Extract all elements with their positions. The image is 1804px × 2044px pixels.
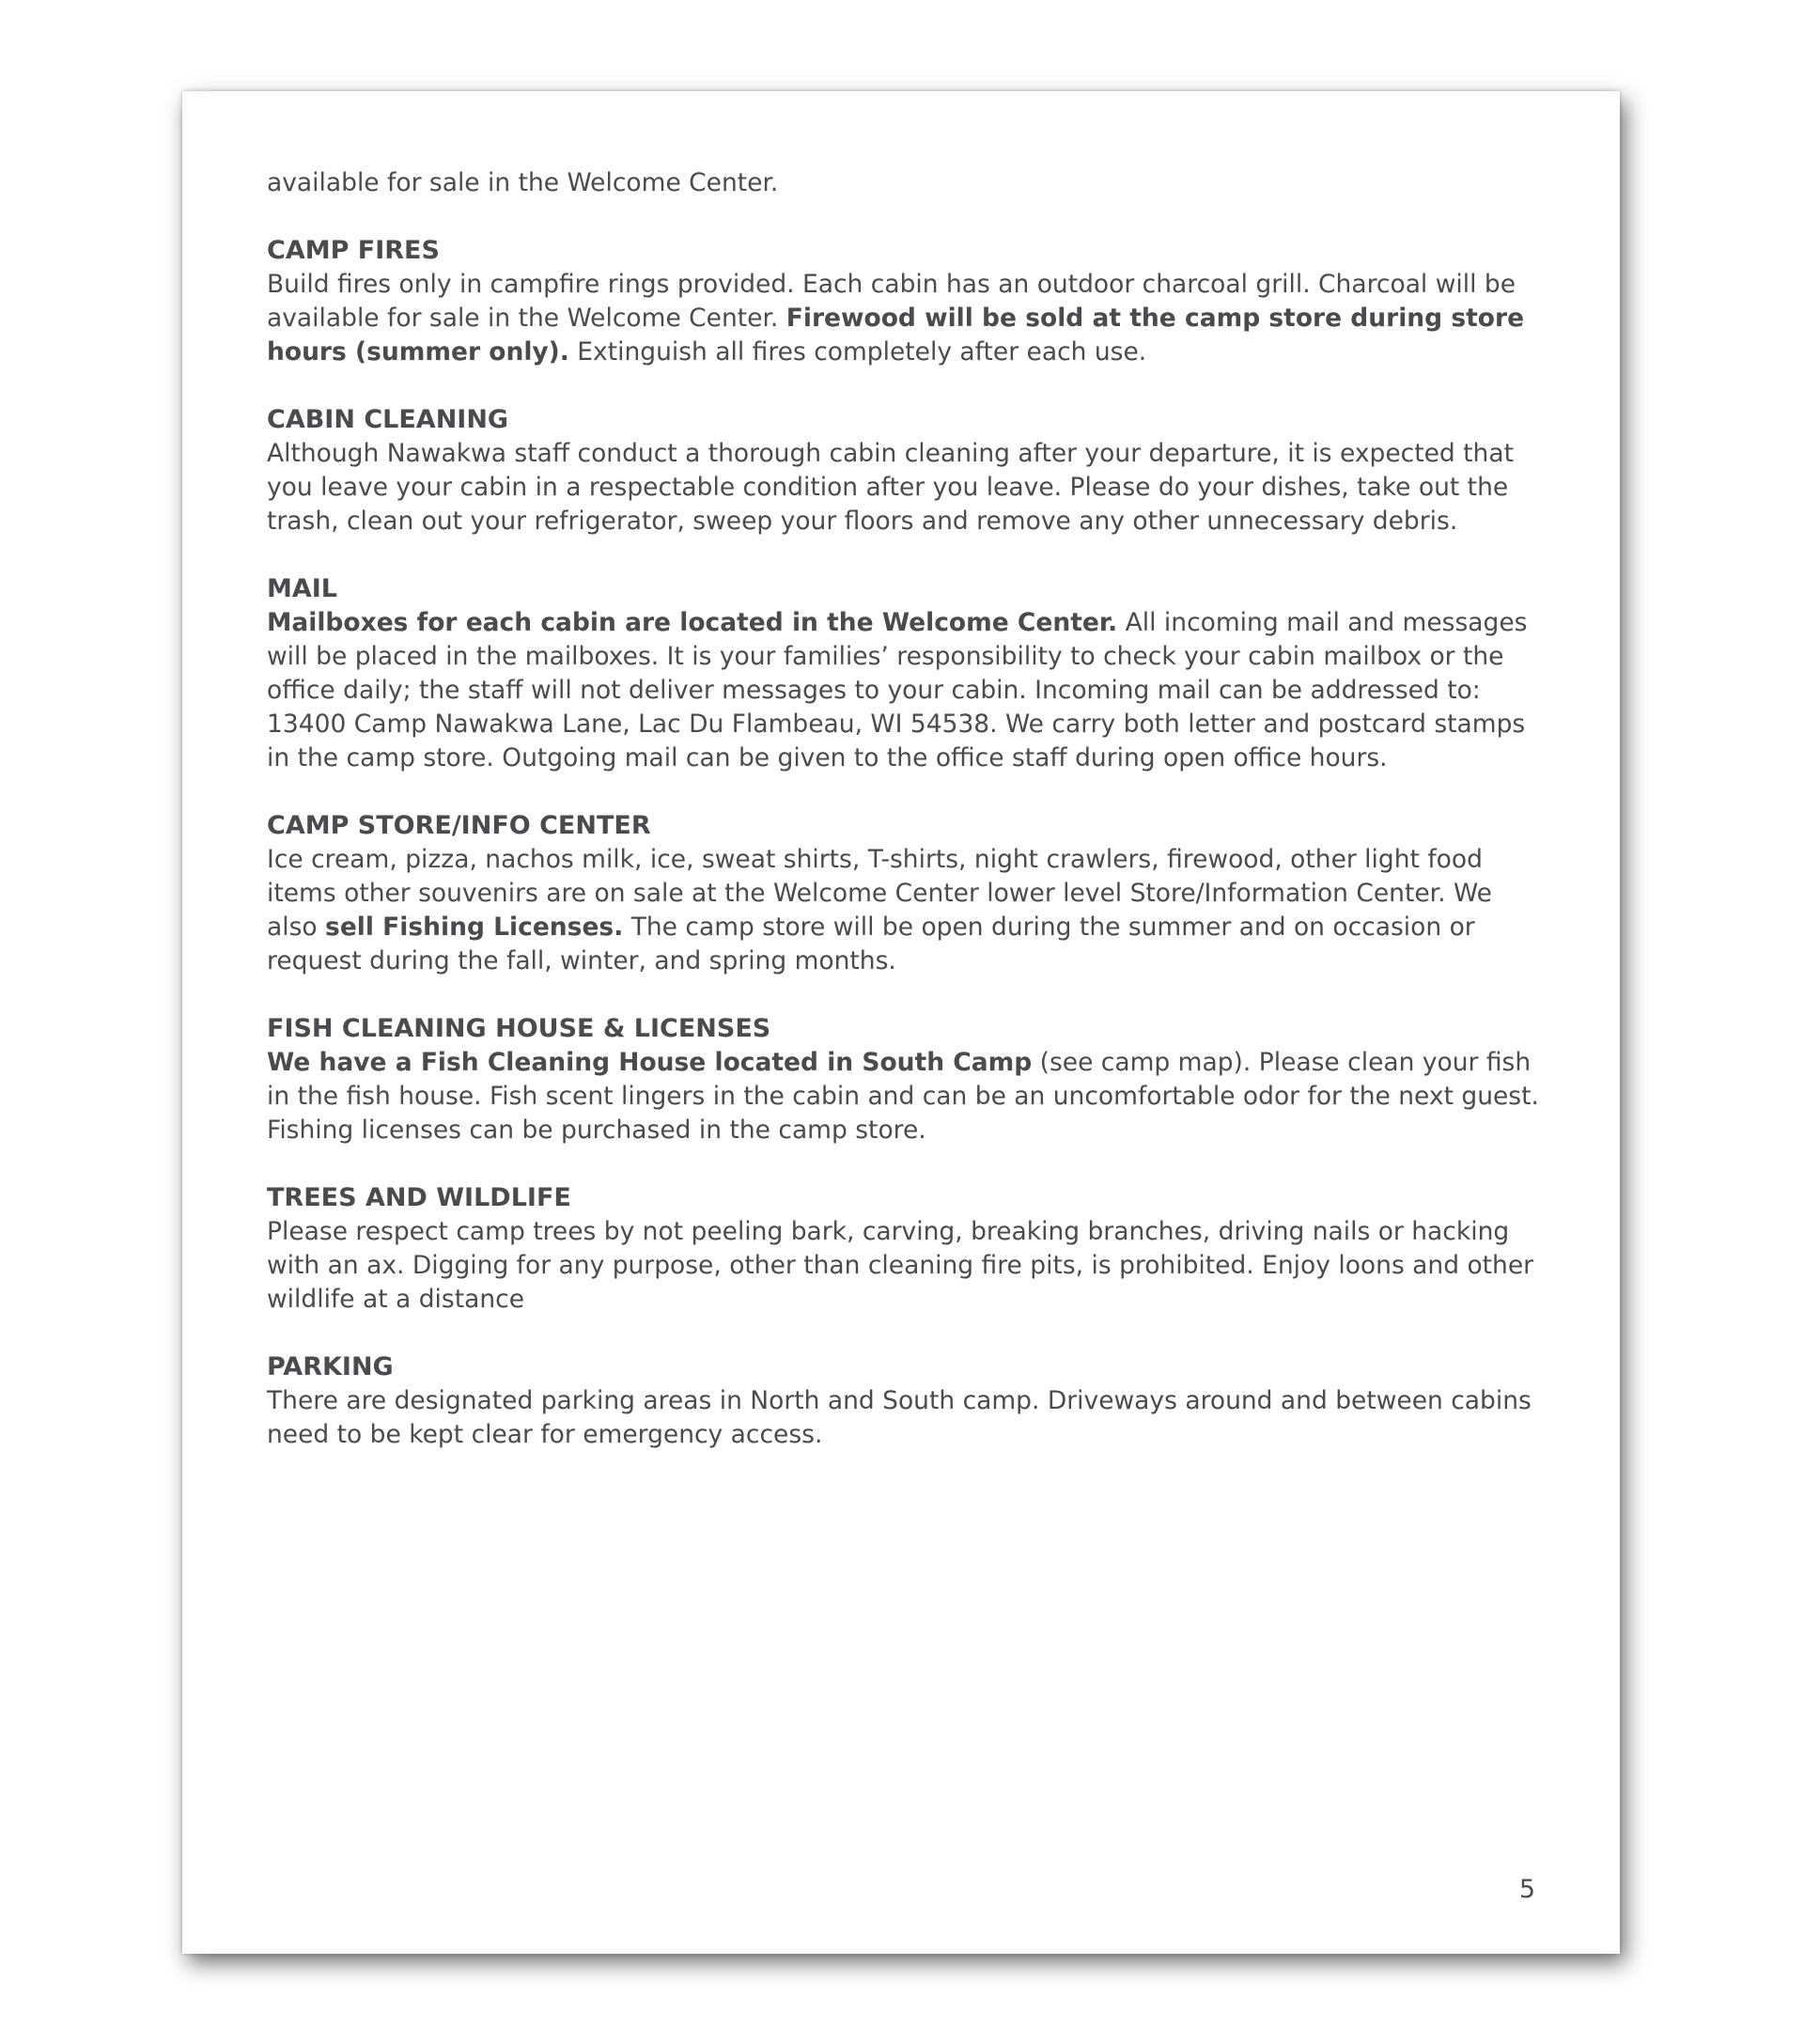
page-number: 5 — [1518, 1875, 1535, 1904]
body-text: Extinguish all fires completely after each use. — [568, 337, 1147, 367]
body-text: Please respect camp trees by not peeling bark, carving, breaking branches, driving nails or hacking with an ax. Digging for any purpose, other than cleaning fire pits, is prohibited. Enjoy loons and other wildlife at a distance — [267, 1217, 1534, 1314]
page-content — [267, 166, 1545, 1486]
body-text: (see camp map). Please clean your fish in the fish house. Fish scent lingers in the cabin and can be an uncomfortable odor for the next guest. Fishing licenses can be purchased in the camp store. — [267, 1048, 1539, 1145]
section-title: FISH CLEANING HOUSE & LICENSES — [267, 1014, 771, 1043]
section-trees-wildlife — [267, 1181, 1545, 1317]
section-camp-fires — [267, 234, 1545, 369]
section-body — [267, 606, 1545, 775]
section-title: TREES AND WILDLIFE — [267, 1183, 571, 1212]
section-mail — [267, 572, 1545, 775]
section-cabin-cleaning — [267, 403, 1545, 538]
section-title: CAMP FIRES — [267, 236, 440, 265]
section-camp-store — [267, 809, 1545, 978]
section-fish-cleaning — [267, 1012, 1545, 1147]
body-text: There are designated parking areas in North and South camp. Driveways around and between cabins need to be kept clear for emergency access. — [267, 1386, 1532, 1449]
section-body — [267, 268, 1545, 369]
section-body — [267, 1215, 1545, 1317]
body-bold-text: Firewood will be sold at the camp store during store hours (summer only). — [267, 304, 1525, 367]
body-text: The camp store will be open during the summer and on occasion or request during the fall, winter, and spring months. — [267, 913, 1475, 975]
body-bold-text: We have a Fish Cleaning House located in South Camp — [267, 1048, 1033, 1077]
body-text: Build fires only in campfire rings provided. Each cabin has an outdoor charcoal grill. Charcoal will be available for sale in the Welcome Center. — [267, 270, 1516, 333]
intro-text: available for sale in the Welcome Center. — [267, 168, 779, 197]
body-text: Ice cream, pizza, nachos milk, ice, sweat shirts, T-shirts, night crawlers, firewood, other light food items other souvenirs are on sale at the Welcome Center lower level Store/Information Center. We also — [267, 845, 1492, 942]
body-bold-text: sell Fishing Licenses. — [325, 913, 624, 942]
section-body — [267, 1046, 1545, 1147]
document-page — [182, 91, 1620, 1954]
body-text: All incoming mail and messages will be placed in the mailboxes. It is your families’ responsibility to check your cabin mailbox or the office daily; the staff will not deliver messages to your cabin. Incoming mail can be addressed to: 13400 Camp Nawakwa Lane, Lac Du Flambeau, WI 54538. We carry both letter and postcard stamps in the camp store. Outgoing mail can be given to the office staff during open office hours. — [267, 608, 1528, 772]
body-text: Although Nawakwa staff conduct a thorough cabin cleaning after your departure, it is expected that you leave your cabin in a respectable condition after you leave. Please do your dishes, take out the trash, clean out your refrigerator, sweep your floors and remove any other unnecessary debris. — [267, 439, 1514, 536]
section-title: CABIN CLEANING — [267, 405, 509, 434]
section-parking — [267, 1350, 1545, 1452]
section-title: PARKING — [267, 1352, 394, 1381]
section-title: CAMP STORE/INFO CENTER — [267, 811, 651, 840]
section-body — [267, 1384, 1545, 1452]
section-title: MAIL — [267, 574, 338, 603]
section-body — [267, 843, 1545, 978]
section-body — [267, 437, 1545, 538]
body-bold-text: Mailboxes for each cabin are located in the Welcome Center. — [267, 608, 1118, 637]
